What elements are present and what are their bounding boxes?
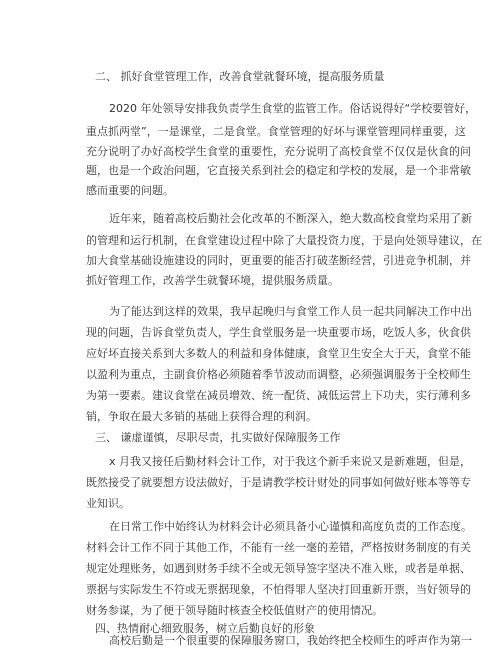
paragraph-line: 题，也是一个政治问题，它直接关系到社会的稳定和学校的发展，是一个非常敏 [86, 164, 471, 177]
paragraph-line: 为第一要素。建议食堂在减员增效、统一配货、减低运营上下功夫，实行薄利多 [86, 389, 471, 402]
paragraph-line: 加大食堂基础设施建设的同时，更重要的能否打破垄断经营，引进竞争机制，并 [86, 254, 471, 267]
paragraph-line: 规定处理账务，如遇到财务手续不全或无领导签字坚决不准入账，或者是单据、 [86, 562, 471, 575]
paragraph-line: 现的问题，告诉食堂负责人，学生食堂服务是一块重要市场，吃饭人多，伙食供 [86, 326, 471, 339]
paragraph-line: 感而重要的问题。 [86, 184, 174, 197]
paragraph-line: 2020 年处领导安排我负责学生食堂的监管工作。俗话说得好“学校要管好， [109, 102, 477, 115]
paragraph-line: 既然接受了就要想方设法做好，于是请教学校计财处的同事如何做好账本等等专 [86, 476, 471, 489]
section-heading: 三、 谦虚谨慎，尽职尽责，扎实做好保障服务工作 [95, 431, 341, 444]
paragraph-line: 近年来，随着高校后勤社会化改革的不断深入，绝大数高校食堂均采用了新 [109, 212, 472, 225]
paragraph-line: 在日常工作中始终认为材料会计必须具备小心谨慎和高度负责的工作态度。 [109, 520, 472, 533]
paragraph-line: 为了能达到这样的效果，我早起晚归与食堂工作人员一起共同解决工作中出 [109, 305, 472, 318]
paragraph-line: 以盈利为重点，主副食价格必须随着季节波动而调整，必须强调服务于全校师生 [86, 368, 471, 381]
paragraph-line: 高校后勤是一个很重要的保障服务窗口，我始终把全校师生的呼声作为第一 [109, 634, 472, 647]
paragraph-line: 业知识。 [86, 497, 130, 510]
paragraph-line: 票据与实际发生不符或无票据现象，不怕得罪人坚决打回重新开票，当好领导的 [86, 583, 471, 596]
paragraph-line: x 月我又接任后勤材料会计工作，对于我这个新手来说又是新难题，但是， [109, 455, 472, 468]
paragraph-line: 重点抓两堂”，一是课堂，二是食堂。食堂管理的好坏与课堂管理同样重要，这 [86, 125, 466, 138]
section-heading: 二、 抓好食堂管理工作，改善食堂就餐环境，提高服务质量 [95, 70, 385, 83]
paragraph-line: 财务参谋，为了便于领导随时核查全校低值财产的使用情况。 [86, 604, 383, 617]
paragraph-line: 抓好管理工作，改善学生就餐环境，提供服务质量。 [86, 274, 339, 287]
paragraph-line: 的管理和运行机制，在食堂建设过程中除了大量投资力度，于是向处领导建议，在 [86, 234, 482, 247]
paragraph-line: 充分说明了办好高校学生食堂的重要性，充分说明了高校食堂不仅仅是伙食的问 [86, 145, 471, 158]
paragraph-line: 材料会计工作不同于其他工作，不能有一丝一毫的差错，严格按财务制度的有关 [86, 541, 471, 554]
section-heading: 四、热情耐心细致服务，树立后勤良好的形象 [95, 622, 315, 635]
paragraph-line: 应好坏直接关系到大多数人的利益和身体健康，食堂卫生安全大于天，食堂不能 [86, 347, 471, 360]
paragraph-line: 销，争取在最大多销的基础上获得合理的利润。 [86, 410, 317, 423]
